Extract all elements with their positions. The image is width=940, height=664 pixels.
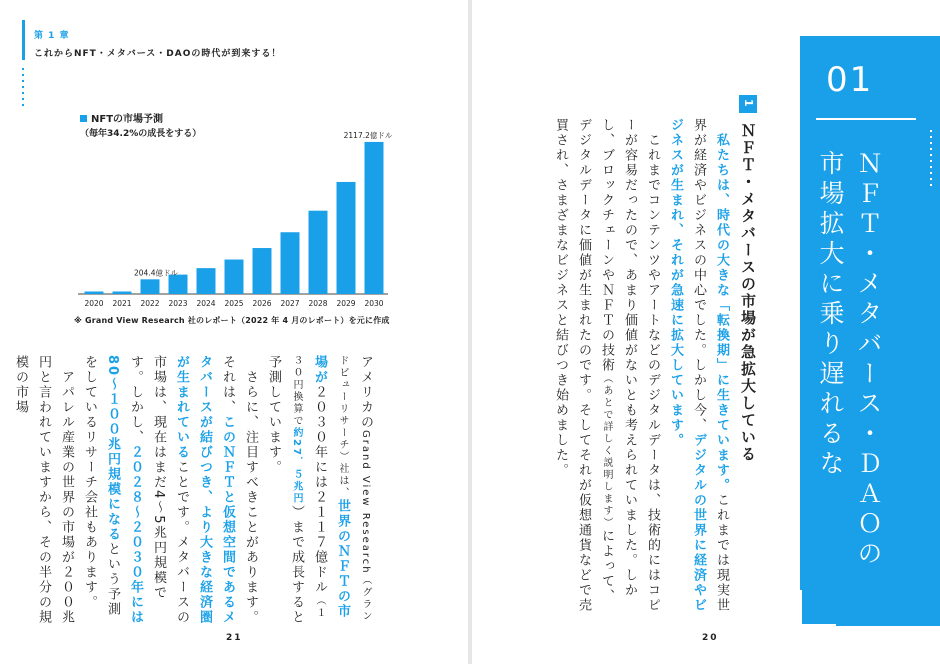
section-title: ＮＦＴ・メタバースの市場が急拡大している: [739, 123, 757, 463]
paragraph-digital-c: によって、デジタルデータに価値が生まれたのです。そしてそれが仮想通貨などで売買され、さまざまなビジネスと結びつき始めました。: [553, 118, 614, 613]
paragraph-2-highlight-forecast: ２０２８〜２０３０年には80〜１００兆円規模になる: [105, 355, 143, 625]
x-tick-2020: 2020: [84, 299, 104, 308]
paragraph-digital-note: （あとで詳しく説明します）: [601, 373, 612, 529]
bar-2029: [337, 182, 356, 294]
chart-subtitle: （毎年34.2%の成長をする）: [80, 129, 202, 139]
x-tick-2022: 2022: [140, 299, 160, 308]
paragraph-1-reading: （グランドビューリサーチ）社は、: [337, 355, 371, 623]
x-tick-2028: 2028: [308, 299, 328, 308]
page-number-left: 21: [226, 633, 243, 643]
intro-highlight-1: 私たちは、時代の大きな「転換期」に生きています。: [714, 133, 729, 493]
chapter-title: これからNFT・メタバース・DAOの時代が到来する！: [34, 49, 282, 59]
paragraph-2e: という予測をしているリサーチ会社もあります。: [82, 355, 120, 618]
x-tick-2030: 2030: [364, 299, 384, 308]
section-number: 1: [739, 95, 757, 113]
bar-2030: [365, 142, 384, 294]
bar-2024: [197, 268, 216, 294]
bar-2020: [85, 292, 104, 295]
bar-2025: [225, 260, 244, 294]
paragraph-2-highlight: このＮＦＴと仮想空間であるメタバースが結びつき、より大きな経済圏が生まれている: [174, 355, 235, 625]
right-page-body: [548, 118, 733, 613]
chapter-label: 第 1 章: [34, 31, 70, 41]
chapter-marker: [22, 20, 25, 60]
paragraph-1-highlight-yen: 約27．５兆円: [291, 427, 302, 505]
paragraph-1a: アメリカの: [358, 355, 373, 430]
bar-2022: [141, 279, 160, 294]
data-label-2022: 204.4億ドル: [134, 268, 178, 278]
x-tick-2026: 2026: [252, 299, 272, 308]
x-tick-2023: 2023: [168, 299, 188, 308]
bar-2021: [113, 292, 132, 295]
paragraph-1f: （１３０円換算で: [291, 355, 325, 619]
paragraph-2c: ことです。メタバースの市場は、現在はまだ4〜5兆円規模です。しかし、: [128, 355, 189, 625]
page-gutter: [468, 0, 472, 664]
paragraph-1i: す。: [266, 445, 281, 475]
chart-title-text: NFTの市場予測: [91, 114, 164, 125]
section-big-number: 01: [826, 60, 874, 100]
data-label-2030: 2117.2億ドル: [343, 130, 393, 140]
paragraph-3: アパレル産業の世界の市場が２００兆円と言われていますから、その半分の規模の市場: [13, 355, 74, 625]
panel-corner-decoration: [800, 590, 836, 626]
market-forecast-chart: [70, 120, 400, 320]
x-tick-2027: 2027: [280, 299, 300, 308]
paragraph-1h: ）まで成長すると予測していま: [266, 355, 304, 625]
panel-divider: [816, 118, 916, 120]
page-number-right: 20: [702, 633, 719, 643]
bar-2023: [169, 275, 188, 294]
decorative-dots: [22, 68, 24, 108]
left-page-body: [13, 355, 377, 630]
paragraph-1-company: Grand View Research: [360, 430, 371, 575]
intro-text: これまでは現実世界が経済やビジネスの中心でした。しかし今、: [691, 118, 729, 613]
bar-2028: [309, 211, 328, 294]
chart-source-note: ※ Grand View Research 社のレポート（2022 年 4 月のレポート）を元に作成: [74, 316, 390, 325]
intro-highlight-2: デジタルの世界に経済やビジネスが生まれ、それが急速に拡大しています。: [668, 118, 706, 613]
x-tick-2025: 2025: [224, 299, 244, 308]
x-tick-2024: 2024: [196, 299, 216, 308]
paragraph-1-highlight: 世界のＮＦＴの市場が: [312, 355, 350, 619]
panel-title: ＮＦＴ・メタバース・ＤＡＯの市場拡大に乗り遅れるな: [816, 150, 883, 570]
section-heading: [738, 95, 759, 555]
x-tick-2029: 2029: [336, 299, 356, 308]
paragraph-1e: ２０３０年には２１１７億ドル: [312, 385, 327, 595]
bar-2027: [281, 232, 300, 294]
x-tick-2021: 2021: [112, 299, 132, 308]
paragraph-2a: さらに、注目すべきことがあります。それは、: [220, 355, 258, 625]
paragraph-digital-a: これまでコンテンツやアートなどのデジタルデータは、技術的にはコピーが容易だったので、あまり価値がないとも考えられていました。しかし、ブロックチェーンやＮＦＴの技術: [599, 118, 660, 613]
panel-decorative-dots: [930, 130, 932, 190]
bar-2026: [253, 248, 272, 294]
